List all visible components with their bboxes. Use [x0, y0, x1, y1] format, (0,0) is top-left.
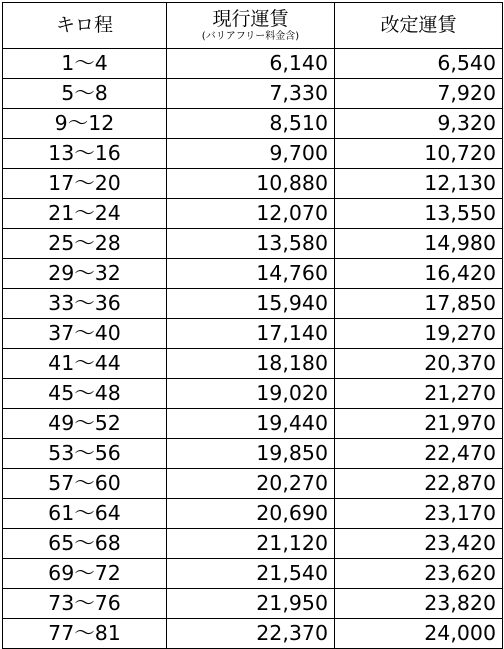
km-cell: 25～28: [3, 229, 167, 259]
revised-fare-cell: 6,540: [335, 49, 503, 79]
revised-fare-cell: 23,620: [335, 559, 503, 589]
header-km: [3, 3, 167, 49]
current-fare-cell: 18,180: [167, 349, 335, 379]
km-cell: 17～20: [3, 169, 167, 199]
table-row: [3, 49, 503, 79]
table-header-row: [3, 3, 503, 49]
revised-fare-cell: 13,550: [335, 199, 503, 229]
current-fare-cell: 7,330: [167, 79, 335, 109]
km-cell: 1～4: [3, 49, 167, 79]
revised-fare-cell: 23,820: [335, 589, 503, 619]
revised-fare-cell: 22,470: [335, 439, 503, 469]
revised-fare-cell: 19,270: [335, 319, 503, 349]
km-cell: 49～52: [3, 409, 167, 439]
km-cell: 21～24: [3, 199, 167, 229]
current-fare-cell: 21,540: [167, 559, 335, 589]
table-row: [3, 499, 503, 529]
km-cell: 29～32: [3, 259, 167, 289]
revised-fare-cell: 14,980: [335, 229, 503, 259]
header-km-label: キロ程: [55, 14, 113, 37]
current-fare-cell: 6,140: [167, 49, 335, 79]
table-row: [3, 529, 503, 559]
table-row: [3, 589, 503, 619]
km-cell: 73～76: [3, 589, 167, 619]
table-row: [3, 349, 503, 379]
current-fare-cell: 10,880: [167, 169, 335, 199]
table-row: [3, 289, 503, 319]
current-fare-cell: 22,370: [167, 619, 335, 649]
table-row: [3, 139, 503, 169]
km-cell: 69～72: [3, 559, 167, 589]
table-row: [3, 319, 503, 349]
header-current-note: (バリアフリー料金含): [201, 30, 300, 42]
table-row: [3, 199, 503, 229]
km-cell: 57～60: [3, 469, 167, 499]
table-row: [3, 259, 503, 289]
km-cell: 41～44: [3, 349, 167, 379]
km-cell: 77～81: [3, 619, 167, 649]
table-row: [3, 79, 503, 109]
current-fare-cell: 20,270: [167, 469, 335, 499]
current-fare-cell: 12,070: [167, 199, 335, 229]
current-fare-cell: 20,690: [167, 499, 335, 529]
current-fare-cell: 17,140: [167, 319, 335, 349]
current-fare-cell: 19,440: [167, 409, 335, 439]
table-row: [3, 169, 503, 199]
header-revised-label: 改定運賃: [380, 14, 457, 37]
revised-fare-cell: 24,000: [335, 619, 503, 649]
table-row: [3, 559, 503, 589]
current-fare-cell: 21,950: [167, 589, 335, 619]
revised-fare-cell: 7,920: [335, 79, 503, 109]
km-cell: 61～64: [3, 499, 167, 529]
km-cell: 65～68: [3, 529, 167, 559]
header-current-label: 現行運賃: [212, 8, 289, 31]
current-fare-cell: 19,850: [167, 439, 335, 469]
revised-fare-cell: 10,720: [335, 139, 503, 169]
km-cell: 5～8: [3, 79, 167, 109]
table-row: [3, 439, 503, 469]
km-cell: 53～56: [3, 439, 167, 469]
revised-fare-cell: 17,850: [335, 289, 503, 319]
revised-fare-cell: 22,870: [335, 469, 503, 499]
fare-table: [2, 2, 503, 649]
revised-fare-cell: 12,130: [335, 169, 503, 199]
header-current-fare: [167, 3, 335, 49]
current-fare-cell: 19,020: [167, 379, 335, 409]
revised-fare-cell: 20,370: [335, 349, 503, 379]
current-fare-cell: 14,760: [167, 259, 335, 289]
table-row: [3, 229, 503, 259]
header-revised-fare: [335, 3, 503, 49]
table-row: [3, 379, 503, 409]
current-fare-cell: 9,700: [167, 139, 335, 169]
revised-fare-cell: 21,270: [335, 379, 503, 409]
revised-fare-cell: 23,420: [335, 529, 503, 559]
current-fare-cell: 13,580: [167, 229, 335, 259]
km-cell: 37～40: [3, 319, 167, 349]
km-cell: 13～16: [3, 139, 167, 169]
km-cell: 45～48: [3, 379, 167, 409]
current-fare-cell: 8,510: [167, 109, 335, 139]
table-row: [3, 109, 503, 139]
current-fare-cell: 21,120: [167, 529, 335, 559]
revised-fare-cell: 9,320: [335, 109, 503, 139]
table-row: [3, 409, 503, 439]
revised-fare-cell: 21,970: [335, 409, 503, 439]
current-fare-cell: 15,940: [167, 289, 335, 319]
revised-fare-cell: 16,420: [335, 259, 503, 289]
table-row: [3, 469, 503, 499]
km-cell: 9～12: [3, 109, 167, 139]
revised-fare-cell: 23,170: [335, 499, 503, 529]
table-row: [3, 619, 503, 649]
km-cell: 33～36: [3, 289, 167, 319]
